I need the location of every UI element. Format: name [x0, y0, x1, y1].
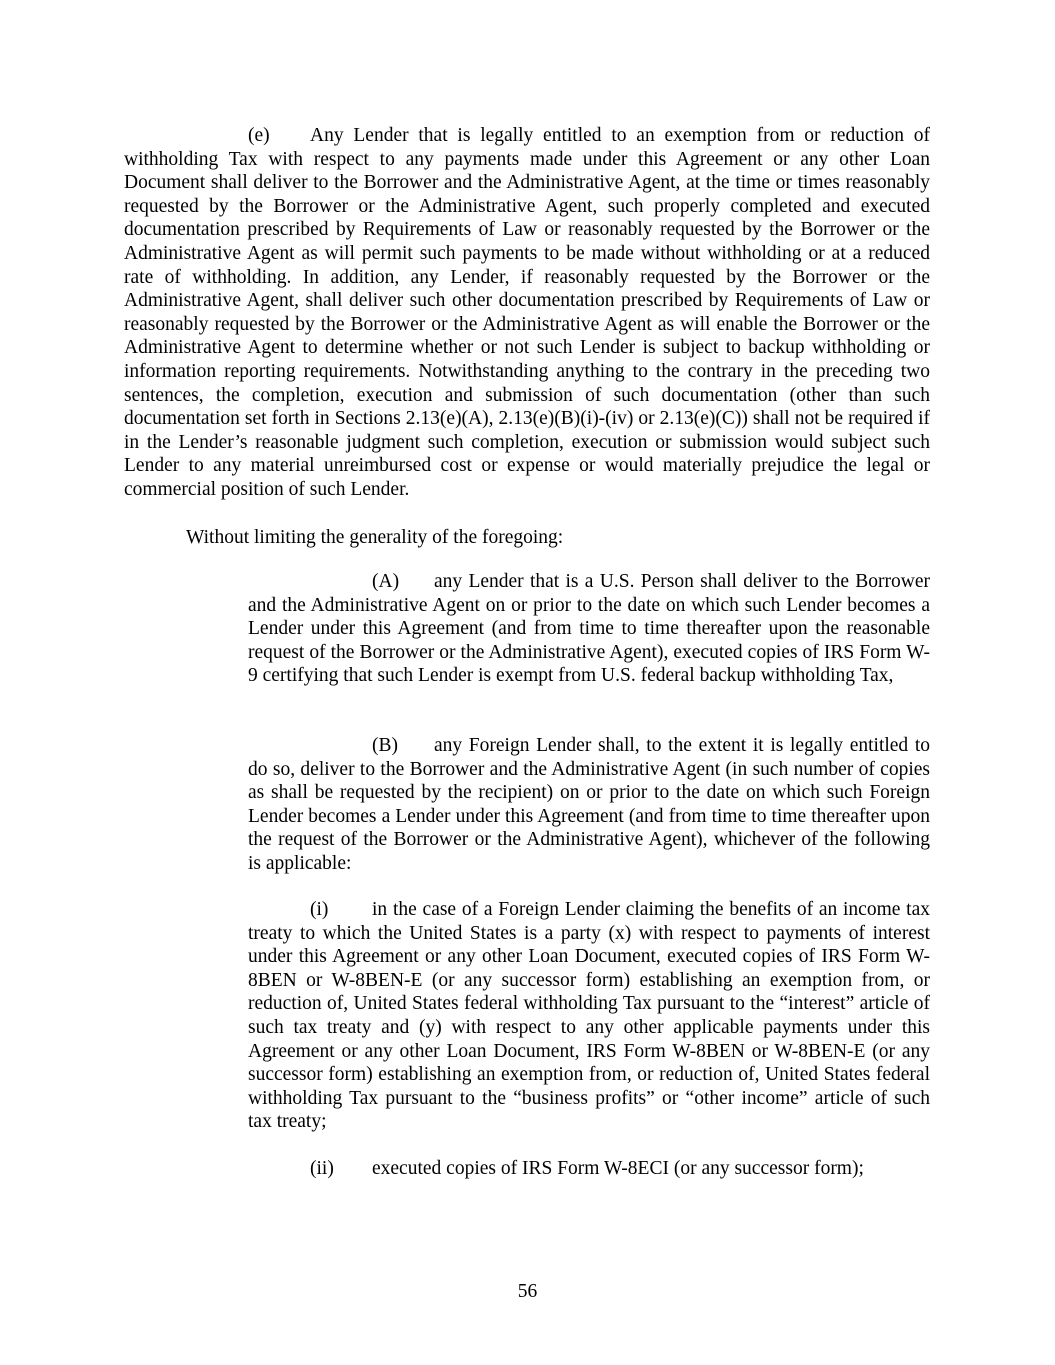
- section-e-text: Any Lender that is legally entitled to an exemption from or reduction of withholding Tax with respect to any payments made under this Agreement or any other Loan Document shall deliver to the Borrower and the Administrative Agent, at the time or times reasonably requested by the Borrower or the Administrative Agent, such properly completed and executed documentation prescribed by Requirements of Law or reasonably requested by the Borrower or the Administrative Agent as will permit such payments to be made without withholding or at a reduced rate of withholding. In addition, any Lender, if reasonably requested by the Borrower or the Administrative Agent, shall deliver such other documentation prescribed by Requirements of Law or reasonably requested by the Borrower or the Administrative Agent as will enable the Borrower or the Administrative Agent to determine whether or not such Lender is subject to backup withholding or information reporting requirements. Notwithstanding anything to the contrary in the preceding two sentences, the completion, execution and submission of such documentation (other than such documentation set forth in Sections 2.13(e)(A), 2.13(e)(B)(i)-(iv) or 2.13(e)(C)) shall not be required if in the Lender’s reasonable judgment such completion, execution or submission would subject such Lender to any material unreimbursed cost or expense or would materially prejudice the legal or commercial position of such Lender.: [124, 125, 930, 500]
- clause-a-marker: (A): [372, 571, 400, 592]
- clause-b-marker: (B): [372, 735, 398, 756]
- clause-ii-paragraph: [248, 1157, 930, 1181]
- clause-ii-marker: (ii): [310, 1158, 334, 1179]
- clause-i-paragraph: [248, 898, 930, 1134]
- clause-i-text: in the case of a Foreign Lender claiming the benefits of an income tax treaty to which the United States is a party (x) with respect to payments of interest under this Agreement or any other Loan Document, executed copies of IRS Form W-8BEN or W-8BEN-E (or any successor form) establishing an exemption from, or reduction of, United States federal withholding Tax pursuant to the “interest” article of such tax treaty and (y) with respect to any other applicable payments under this Agreement or any other Loan Document, IRS Form W-8BEN or W-8BEN-E (or any successor form) establishing an exemption from, or reduction of, United States federal withholding Tax pursuant to the “business profits” or “other income” article of such tax treaty;: [248, 899, 930, 1133]
- clause-a-text: any Lender that is a U.S. Person shall deliver to the Borrower and the Administrative Agent on or prior to the date on which such Lender becomes a Lender under this Agreement (and from time to time thereafter upon the reasonable request of the Borrower or the Administrative Agent), executed copies of IRS Form W-9 certifying that such Lender is exempt from U.S. federal backup withholding Tax,: [248, 571, 930, 687]
- section-e-marker: (e): [248, 125, 270, 146]
- section-e-paragraph: [124, 124, 930, 502]
- clause-b-text: any Foreign Lender shall, to the extent it is legally entitled to do so, deliver to the Borrower and the Administrative Agent (in such number of copies as shall be requested by the recipient) on or prior to the date on which such Foreign Lender becomes a Lender under this Agreement (and from time to time thereafter upon the request of the Borrower or the Administrative Agent), whichever of the following is applicable:: [248, 735, 930, 874]
- clause-ii-text: executed copies of IRS Form W-8ECI (or any successor form);: [372, 1158, 864, 1179]
- clause-b-paragraph: [248, 734, 930, 876]
- clause-i-marker: (i): [310, 899, 329, 920]
- intro-paragraph: Without limiting the generality of the foregoing:: [186, 527, 564, 548]
- clause-a-paragraph: [248, 570, 930, 688]
- page-number: 56: [517, 1281, 538, 1302]
